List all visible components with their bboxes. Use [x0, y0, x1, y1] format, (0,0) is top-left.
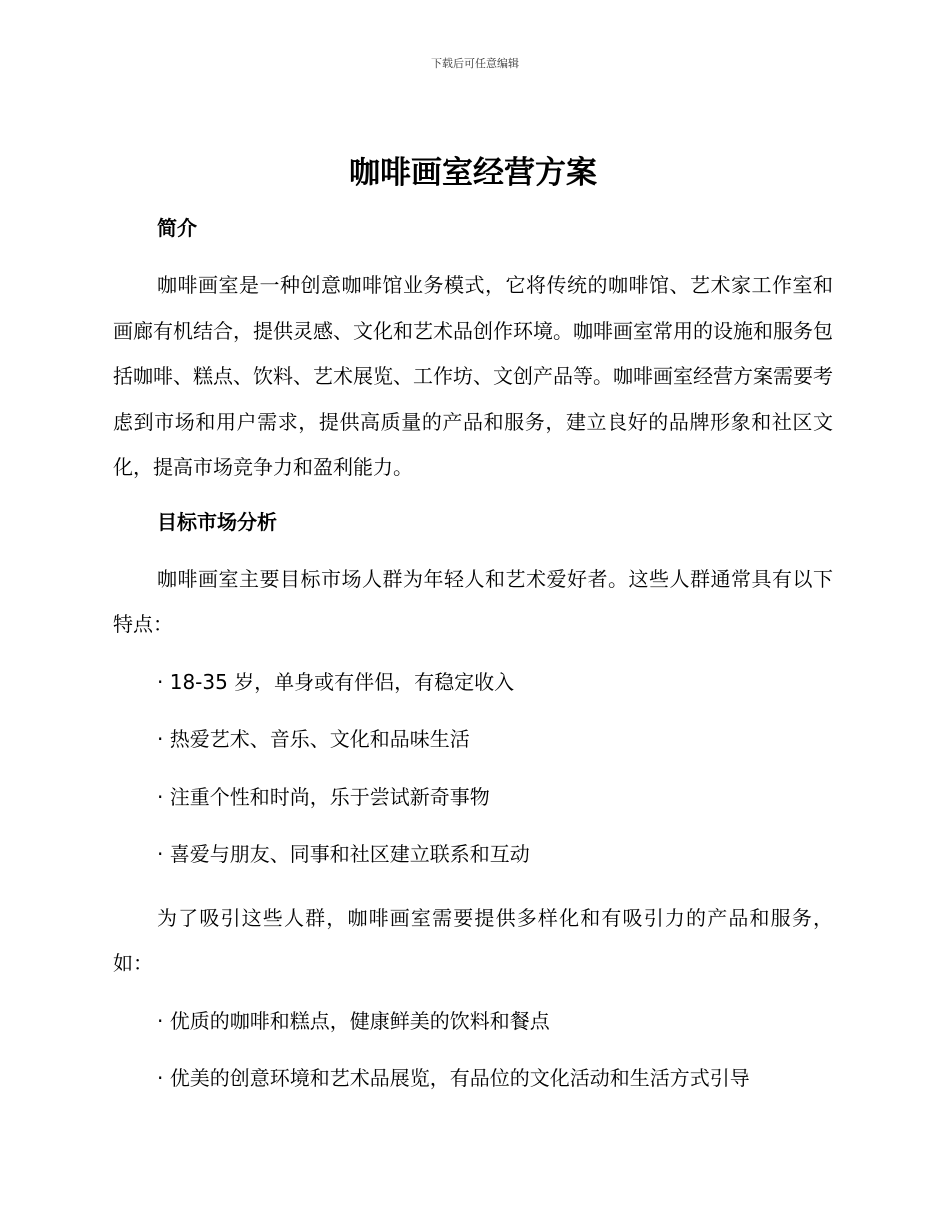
offerings-intro-paragraph: 为了吸引这些人群，咖啡画室需要提供多样化和有吸引力的产品和服务，如：	[113, 905, 833, 975]
intro-paragraph: 咖啡画室是一种创意咖啡馆业务模式，它将传统的咖啡馆、艺术家工作室和画廊有机结合，提供灵感、文化和艺术品创作环境。咖啡画室常用的设施和服务包括咖啡、糕点、饮料、艺术展览、工作坊、文创产品等。咖啡画室经营方案需要考虑到市场和用户需求，提供高质量的产品和服务，建立良好的品牌形象和社区文化，提高市场竞争力和盈利能力。	[113, 273, 833, 479]
trait-list-item: · 注重个性和时尚，乐于尝试新奇事物	[157, 784, 490, 809]
trait-list-item: · 热爱艺术、音乐、文化和品味生活	[157, 727, 470, 751]
offering-list-item: · 优质的咖啡和糕点，健康鲜美的饮料和餐点	[157, 1008, 550, 1033]
offering-list-item: · 优美的创意环境和艺术品展览，有品位的文化活动和生活方式引导	[157, 1066, 750, 1090]
document-body	[113, 150, 833, 1120]
section-heading-intro: 简介	[157, 216, 197, 240]
trait-list-item: · 喜爱与朋友、同事和社区建立联系和互动	[157, 842, 530, 866]
section-heading-target-market: 目标市场分析	[157, 509, 277, 534]
target-market-paragraph: 咖啡画室主要目标市场人群为年轻人和艺术爱好者。这些人群通常具有以下特点：	[113, 566, 833, 636]
trait-list-item: · 18-35 岁，单身或有伴侣，有稳定收入	[157, 669, 515, 694]
document-title: 咖啡画室经营方案	[349, 155, 597, 191]
page-header-note: 下载后可任意编辑	[431, 57, 519, 70]
